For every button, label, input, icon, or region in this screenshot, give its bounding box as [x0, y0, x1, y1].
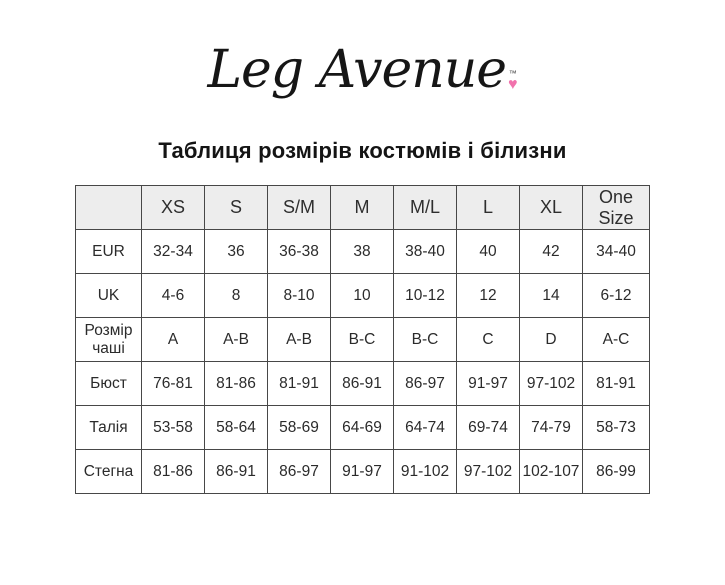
logo-mark [508, 70, 518, 92]
table-cell: 53-58 [142, 406, 205, 450]
row-label: UK [76, 274, 142, 318]
column-header: L [457, 186, 520, 230]
table-cell: 10-12 [394, 274, 457, 318]
table-cell: 76-81 [142, 362, 205, 406]
table-cell: 69-74 [457, 406, 520, 450]
table-cell: 64-74 [394, 406, 457, 450]
table-row [76, 318, 650, 362]
table-cell: 36-38 [268, 230, 331, 274]
column-header: XL [520, 186, 583, 230]
table-cell: 64-69 [331, 406, 394, 450]
table-cell: 14 [520, 274, 583, 318]
table-cell: 74-79 [520, 406, 583, 450]
table-cell: 4-6 [142, 274, 205, 318]
table-cell: 91-102 [394, 450, 457, 494]
column-header: One Size [583, 186, 650, 230]
row-label: Стегна [76, 450, 142, 494]
column-header: M [331, 186, 394, 230]
table-cell: 97-102 [520, 362, 583, 406]
row-label: Талія [76, 406, 142, 450]
table-row [76, 450, 650, 494]
table-cell: B-C [331, 318, 394, 362]
table-cell: 86-97 [268, 450, 331, 494]
table-cell: A-B [205, 318, 268, 362]
table-cell: C [457, 318, 520, 362]
column-header: S/M [268, 186, 331, 230]
trademark-symbol: ™ [508, 69, 517, 78]
table-cell: 58-64 [205, 406, 268, 450]
header-row [76, 186, 650, 230]
table-row [76, 274, 650, 318]
table-cell: 38-40 [394, 230, 457, 274]
row-label: Бюст [76, 362, 142, 406]
table-cell: 81-91 [268, 362, 331, 406]
column-header: S [205, 186, 268, 230]
table-cell: 86-91 [205, 450, 268, 494]
table-cell: 36 [205, 230, 268, 274]
corner-cell [76, 186, 142, 230]
table-cell: 91-97 [331, 450, 394, 494]
table-cell: 32-34 [142, 230, 205, 274]
table-cell: B-C [394, 318, 457, 362]
table-cell: D [520, 318, 583, 362]
table-cell: 8 [205, 274, 268, 318]
table-cell: 81-91 [583, 362, 650, 406]
table-cell: 86-97 [394, 362, 457, 406]
size-chart-body [76, 230, 650, 494]
size-chart-table [75, 185, 650, 494]
table-cell: 6-12 [583, 274, 650, 318]
table-cell: 38 [331, 230, 394, 274]
table-cell: 91-97 [457, 362, 520, 406]
table-cell: 58-73 [583, 406, 650, 450]
table-cell: 81-86 [142, 450, 205, 494]
table-cell: A-C [583, 318, 650, 362]
table-cell: 42 [520, 230, 583, 274]
brand-logo [0, 0, 725, 114]
table-cell: 34-40 [583, 230, 650, 274]
page-title: Таблиця розмірів костюмів і білизни [158, 138, 567, 163]
table-cell: 102-107 [520, 450, 583, 494]
table-cell: A [142, 318, 205, 362]
table-row [76, 406, 650, 450]
table-cell: A-B [268, 318, 331, 362]
brand-logo-text: Leg Avenue [207, 40, 506, 100]
table-row [76, 230, 650, 274]
table-cell: 12 [457, 274, 520, 318]
size-chart-header [76, 186, 650, 230]
row-label: EUR [76, 230, 142, 274]
table-cell: 10 [331, 274, 394, 318]
table-cell: 58-69 [268, 406, 331, 450]
table-cell: 86-91 [331, 362, 394, 406]
table-cell: 81-86 [205, 362, 268, 406]
table-cell: 97-102 [457, 450, 520, 494]
table-cell: 40 [457, 230, 520, 274]
column-header: XS [142, 186, 205, 230]
table-cell: 86-99 [583, 450, 650, 494]
table-cell: 8-10 [268, 274, 331, 318]
table-row [76, 362, 650, 406]
row-label: Розмір чаші [76, 318, 142, 362]
column-header: M/L [394, 186, 457, 230]
heart-icon: ♥ [507, 76, 518, 93]
